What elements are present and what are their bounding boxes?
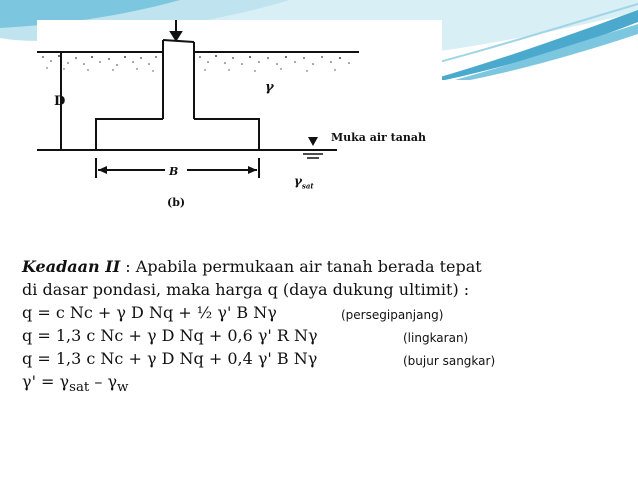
gamma-label: γ <box>265 80 274 95</box>
gamma-prime-lhs: γ' = γ <box>22 372 70 391</box>
explanation-text <box>22 255 622 396</box>
note-square: (bujur sangkar) <box>403 354 496 368</box>
gamma-sat-symbol: γ <box>294 174 302 188</box>
figure-caption: (b) <box>167 196 186 209</box>
formula-gamma-prime <box>22 370 622 396</box>
width-label: B <box>169 165 179 178</box>
formula-circular <box>22 324 622 347</box>
formula-rectangular <box>22 301 622 324</box>
depth-label: D <box>54 94 66 109</box>
condition-description: : Apabila permukaan air tanah berada tepat <box>120 257 482 276</box>
condition-title: Keadaan II <box>22 257 121 276</box>
water-table-label: Muka air tanah <box>331 131 427 144</box>
gamma-sat-subscript: sat <box>301 181 314 191</box>
foundation-diagram <box>37 20 442 216</box>
condition-line <box>22 255 622 278</box>
formula-square-text: q = 1,3 c Nc + γ D Nq + 0,4 γ' B Nγ <box>22 349 318 368</box>
note-circular: (lingkaran) <box>403 331 469 345</box>
condition-line-2: di dasar pondasi, maka harga q (daya dukung ultimit) : <box>22 280 470 299</box>
gamma-prime-sub-sat: sat <box>69 380 90 396</box>
foundation-drawing <box>37 20 442 216</box>
note-rectangular: (persegipanjang) <box>341 308 444 322</box>
formula-circular-text: q = 1,3 c Nc + γ D Nq + 0,6 γ' R Nγ <box>22 326 318 345</box>
gamma-prime-sub-w: w <box>117 380 129 396</box>
formula-square <box>22 347 622 370</box>
gamma-prime-minus: – γ <box>89 372 117 391</box>
formula-rectangular-text: q = c Nc + γ D Nq + ½ γ' B Nγ <box>22 303 277 322</box>
gamma-sat-label <box>294 174 314 190</box>
